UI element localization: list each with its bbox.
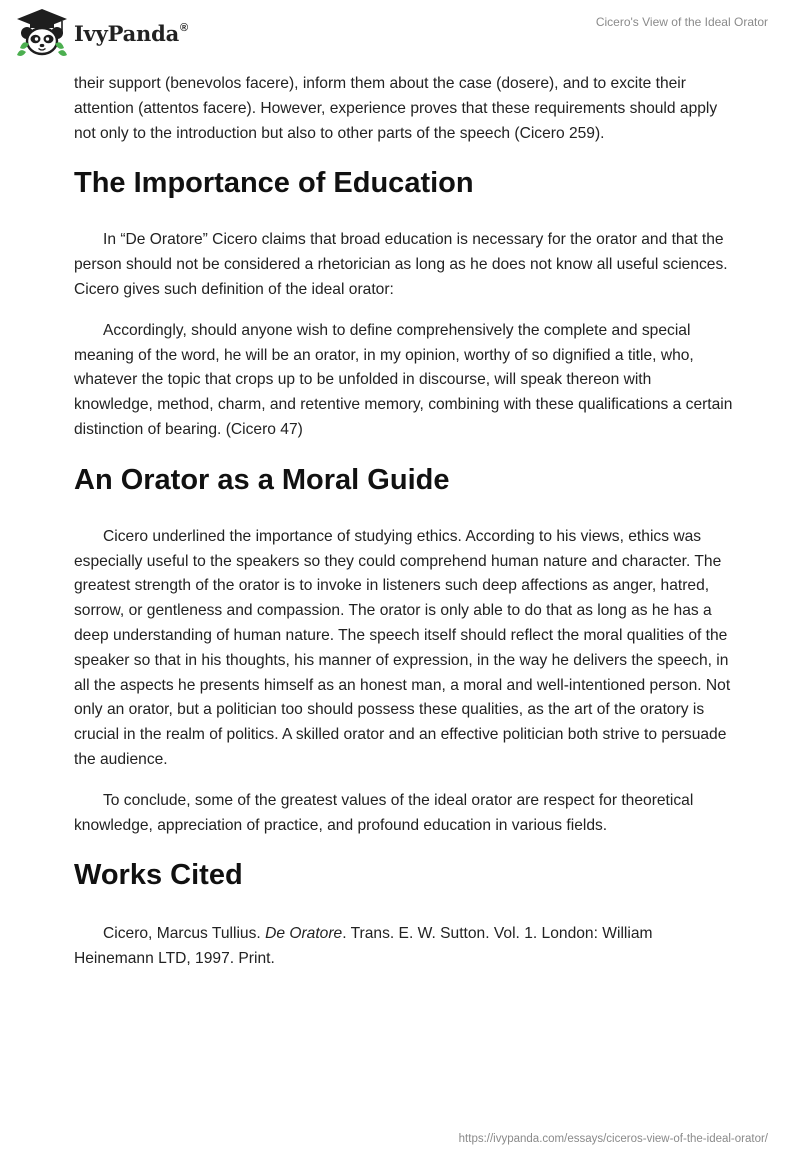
ivypanda-logo[interactable] [14, 8, 188, 58]
block-quote-paragraph: Accordingly, should anyone wish to define comprehensively the complete and special meaning of the word, he will be an orator, in my opinion, worthy of so dignified a title, who, whatever the topic that crops up to be unfolded in discourse, will speak thereon with knowledge, method, charm, and retentive memory, combining with these qualifications a certain distinction of bearing. (Cicero 47) [74, 321, 733, 438]
source-url[interactable]: https://ivypanda.com/essays/ciceros-view-of-the-ideal-orator/ [458, 1133, 768, 1145]
intro-paragraph-continuation: their support (benevolos facere), inform them about the case (dosere), and to excite their attention (attentos facere). However, experience proves that these requirements should apply not only to the introduction but also to other parts of the speech (Cicero 259). [74, 75, 718, 142]
citation-entry: Cicero, Marcus Tullius. De Oratore. Trans. E. W. Sutton. Vol. 1. London: William Heinemann LTD, 1997. Print. [74, 925, 653, 968]
conclusion-paragraph: To conclude, some of the greatest values of the ideal orator are respect for theoretical knowledge, appreciation of practice, and profound education in various fields. [74, 791, 694, 834]
moral-guide-paragraph: Cicero underlined the importance of studying ethics. According to his views, ethics was especially useful to the speakers so they could comprehend human nature and character. The greatest strength of the orator is to invoke in listeners such deep affections as anger, hatred, sorrow, or gentleness and compassion. The orator is only able to do that as long as he has a deep understanding of human nature. The speech itself should reflect the moral qualities of the speaker so that in his thoughts, his manner of expression, in the way he delivers the speech, in all the aspects he presents himself as an honest man, a moral and well-intentioned person. Not only an orator, but a politician too should possess these qualities, as the art of the oratory is crucial in the realm of politics. A skilled orator and an effective politician both strive to persuade the audience. [74, 527, 731, 768]
panda-graduate-icon [14, 8, 70, 58]
brand-name-text: IvyPanda [74, 20, 180, 46]
heading-works-cited: Works Cited [74, 859, 243, 892]
citation-details: Trans. E. W. Sutton. Vol. 1. London: William Heinemann LTD, 1997. Print. [74, 925, 653, 968]
citation-title: De Oratore [265, 925, 343, 943]
heading-orator-moral-guide: An Orator as a Moral Guide [74, 463, 450, 496]
page-header [0, 0, 800, 70]
document-title: Cicero's View of the Ideal Orator [595, 15, 768, 29]
citation-author: Cicero, Marcus Tullius. [103, 925, 261, 943]
registered-mark: ® [180, 21, 188, 34]
heading-importance-of-education: The Importance of Education [74, 167, 474, 200]
brand-name [74, 21, 188, 46]
essay-content [74, 72, 734, 988]
education-paragraph: In “De Oratore” Cicero claims that broad education is necessary for the orator and that the person should not be considered a rhetorician as long as he does not know all useful sciences. Cicero gives such definition of the ideal orator: [74, 231, 728, 298]
